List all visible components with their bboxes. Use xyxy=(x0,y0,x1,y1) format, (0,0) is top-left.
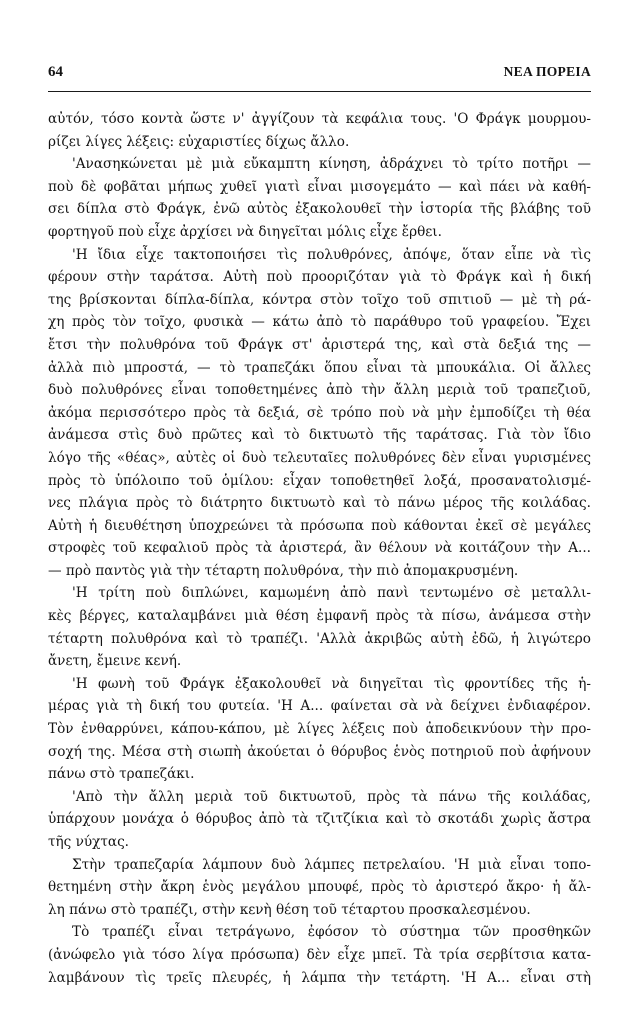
text-line: τῆς νύχτας. xyxy=(48,834,129,850)
running-title: ΝΕΑ ΠΟΡΕΙΑ xyxy=(503,64,591,79)
text-line: στροφὲς τοῦ κεφαλιοῦ πρὸς τὰ ἀριστερά, ἂν θέλουν νὰ κοιτάζουν τὴν Α... xyxy=(48,540,591,557)
text-line: δυὸ πολυθρόνες εἶναι τοποθετημένες ἀπὸ τὴν ἄλλη μεριὰ τοῦ τραπεζιοῦ, xyxy=(48,382,591,399)
text-line: — πρὸ παντὸς γιὰ τὴν τέταρτη πολυθρόνα, τὴν πιὸ ἀπομακρυσμένη. xyxy=(48,562,519,579)
text-line: ἔτσι τὴν πολυθρόνα τοῦ Φράγκ στ' ἀριστερά της, καὶ στὰ δεξιά της — xyxy=(48,336,591,353)
text-line: θετημένη στὴν ἄκρη ἑνὸς μεγάλου μπουφέ, πρὸς τὸ ἀριστερό ἄκρο· ἡ ἄλ- xyxy=(48,879,591,896)
text-line: Αὐτὴ ἡ διευθέτηση ὑποχρεώνει τὰ πρόσωπα ποὺ κάθονται ἐκεῖ σὲ μεγάλες xyxy=(48,517,591,534)
text-line: κὲς βέργες, καταλαμβάνει μιὰ θέση ἐμφανῆ πρὸς τὰ πίσω, ἀνάμεσα στὴν xyxy=(48,608,591,625)
text-line: ποὺ δὲ φοβᾶται μήπως χυθεῖ γιατὶ εἶναι μισογεμάτο — καὶ πάει νὰ καθή- xyxy=(48,178,591,195)
text-line: αὐτόν, τόσο κοντὰ ὥστε ν' ἀγγίζουν τὰ κεφάλια τους. 'Ο Φράγκ μουρμου- xyxy=(48,111,591,127)
text-line: λη πάνω στὸ τραπέζι, στὴν κενὴ θέση τοῦ τέταρτου προσκαλεσμένου. xyxy=(48,901,531,918)
text-line: Τὸ τραπέζι εἶναι τετράγωνο, ἐφόσον τὸ σύστημα τῶν προσθηκῶν xyxy=(72,924,591,941)
text-line: 'Ανασηκώνεται μὲ μιὰ εὔκαμπτη κίνηση, ἀδράχνει τὸ τρίτο ποτῆρι — xyxy=(72,156,591,173)
text-line: της βρίσκονται δίπλα-δίπλα, κόντρα στὸν τοῖχο τοῦ σπιτιοῦ — μὲ τὴ ρά- xyxy=(48,291,591,308)
text-line: ρίζει λίγες λέξεις: εὐχαριστίες δίχως ἄλλο. xyxy=(48,133,350,150)
text-line: Στὴν τραπεζαρία λάμπουν δυὸ λάμπες πετρελαίου. 'Η μιὰ εἶναι τοπο- xyxy=(72,856,591,873)
text-line: 'Η ἴδια εἶχε τακτοποιήσει τὶς πολυθρόνες, ἀπόψε, ὅταν εἶπε νὰ τὶς xyxy=(72,246,591,263)
text-line: πρὸς τὸ ὑπόλοιπο τοῦ ὁμίλου: εἶχαν τοποθετηθεῖ λοξά, προσανατολισμέ- xyxy=(48,472,591,489)
text-line: Τὸν ἐνθαρρύνει, κάπου-κάπου, μὲ λίγες λέξεις ποὺ ἀποδεικνύουν τὴν προ- xyxy=(48,721,591,738)
text-line: νες πλάγια πρὸς τὸ διάτρητο δικτυωτὸ καὶ τὸ πάνω μέρος τῆς κοιλάδας. xyxy=(48,495,591,512)
text-line: λαμβάνουν τὶς τρεῖς πλευρές, ἡ λάμπα τὴν τετάρτη. 'Η Α... εἶναι στὴ xyxy=(48,969,591,986)
page-header xyxy=(48,62,591,84)
text-body xyxy=(48,108,591,989)
text-line: φορτηγοῦ ποὺ εἶχε ἀρχίσει νὰ διηγεῖται μόλις εἶχε ἔρθει. xyxy=(48,223,442,240)
header-rule xyxy=(48,91,591,92)
text-line: χη πρὸς τὸν τοῖχο, φυσικὰ — κάτω ἀπὸ τὸ παράθυρο τοῦ γραφείου. Ἔχει xyxy=(48,314,591,331)
text-line: πάνω στὸ τραπεζάκι. xyxy=(48,766,195,783)
text-line: ἀλλὰ πιὸ μπροστά, — τὸ τραπεζάκι ὅπου εἶναι τὰ μπουκάλια. Οἱ ἄλλες xyxy=(48,359,591,376)
text-line: τέταρτη πολυθρόνα καὶ τὸ τραπέζι. 'Αλλὰ ἀκριβῶς αὐτὴ ἐδῶ, ἡ λιγώτερο xyxy=(48,630,591,647)
text-line: μέρας γιὰ τὴ δική του φυτεία. 'Η Α... φαίνεται σὰ νὰ δείχνει ἐνδιαφέρον. xyxy=(48,698,591,715)
text-line: ὑπάρχουν μονάχα ὁ θόρυβος ἀπὸ τὰ τζιτζίκια καὶ τὸ σκοτάδι χωρὶς ἄστρα xyxy=(48,811,591,828)
text-line: σοχή της. Μέσα στὴ σιωπὴ ἀκούεται ὁ θόρυβος ἑνὸς ποτηριοῦ ποὺ ἀφήνουν xyxy=(48,743,591,760)
text-line: 'Η φωνὴ τοῦ Φράγκ ἐξακολουθεῖ νὰ διηγεῖται τὶς φροντίδες τῆς ἡ- xyxy=(72,675,591,692)
text-line: φέρουν στὴν ταράτσα. Αὐτὴ ποὺ προοριζόταν γιὰ τὸ Φράγκ καὶ ἡ δική xyxy=(48,269,591,286)
text-line: λόγο τῆς «θέας», αὐτὲς οἱ δυὸ τελευταῖες πολυθρόνες δὲν εἶναι γυρισμένες xyxy=(48,449,591,466)
text-line: σει δίπλα στὸ Φράγκ, ἐνῶ αὐτὸς ἐξακολουθεῖ τὴν ἱστορία τῆς βλάβης τοῦ xyxy=(48,201,591,218)
text-line: ἀκόμα περισσότερο πρὸς τὰ δεξιά, σὲ τρόπο ποὺ νὰ μὴν ἐμποδίζει τὴ θέα xyxy=(48,404,591,421)
text-line: ἀνάμεσα στὶς δυὸ πρῶτες καὶ τὸ δικτυωτὸ τῆς ταράτσας. Γιὰ τὸν ἴδιο xyxy=(48,427,591,444)
text-line: 'Απὸ τὴν ἄλλη μεριὰ τοῦ δικτυωτοῦ, πρὸς τὰ πάνω τῆς κοιλάδας, xyxy=(72,788,591,805)
text-line: 'Η τρίτη ποὺ διπλώνει, καμωμένη ἀπὸ πανὶ τεντωμένο σὲ μεταλλι- xyxy=(72,585,591,602)
text-line: (ἀνώφελο γιὰ τόσο λίγα πρόσωπα) δὲν εἶχε μπεῖ. Τὰ τρία σερβίτσια κατα- xyxy=(48,946,591,963)
text-line: ἄνετη, ἔμεινε κενή. xyxy=(48,653,182,670)
page-number: 64 xyxy=(48,64,63,80)
